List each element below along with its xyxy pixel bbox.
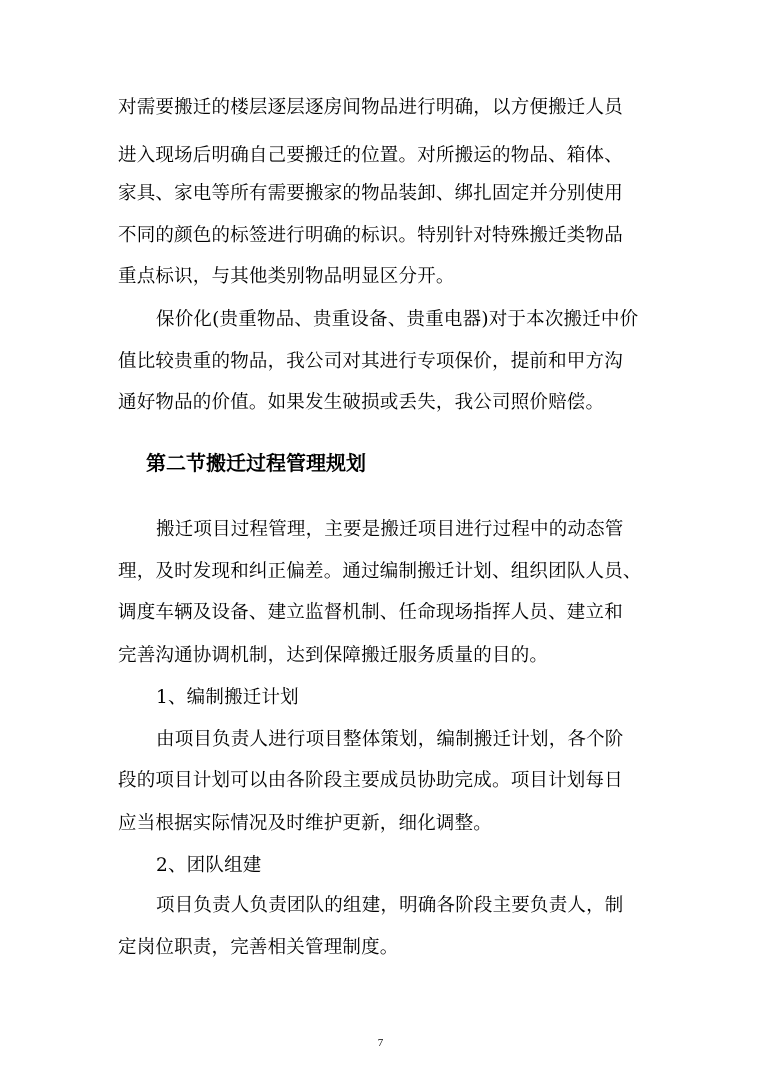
paragraph-line: 完善沟通协调机制，达到保障搬迁服务质量的目的。 [118,645,549,666]
paragraph-line: 值比较贵重的物品，我公司对其进行专项保价，提前和甲方沟 [118,351,623,372]
paragraph-line: 应当根据实际情况及时维护更新，细化调整。 [118,813,493,834]
paragraph-line: 进入现场后明确自己要搬迁的位置。对所搬运的物品、箱体、 [118,145,623,166]
paragraph-line: 定岗位职责，完善相关管理制度。 [118,937,399,958]
paragraph-line: 搬迁项目过程管理，主要是搬迁项目进行过程中的动态管 [156,519,624,540]
paragraph-line: 调度车辆及设备、建立监督机制、任命现场指挥人员、建立和 [118,602,623,623]
paragraph-line: 保价化(贵重物品、贵重设备、贵重电器)对于本次搬迁中价 [156,309,639,330]
paragraph-line: 段的项目计划可以由各阶段主要成员协助完成。项目计划每日 [118,770,623,791]
item-title: 2、团队组建 [156,855,262,876]
paragraph-line: 通好物品的价值。如果发生破损或丢失，我公司照价赔偿。 [118,392,605,413]
paragraph-line: 项目负责人负责团队的组建，明确各阶段主要负责人，制 [156,895,624,916]
paragraph-line: 对需要搬迁的楼层逐层逐房间物品进行明确，以方便搬迁人员 [118,97,623,118]
paragraph-line: 重点标识，与其他类别物品明显区分开。 [118,266,455,287]
section-heading: 第二节搬迁过程管理规划 [146,451,366,475]
paragraph-line: 不同的颜色的标签进行明确的标识。特别针对特殊搬迁类物品 [118,225,623,246]
paragraph-line: 家具、家电等所有需要搬家的物品装卸、绑扎固定并分别使用 [118,183,623,204]
page-number: 7 [377,1037,384,1049]
paragraph-line: 由项目负责人进行项目整体策划，编制搬迁计划，各个阶 [156,729,624,750]
item-title: 1、编制搬迁计划 [156,687,299,708]
paragraph-line: 理，及时发现和纠正偏差。通过编制搬迁计划、组织团队人员、 [118,561,642,582]
